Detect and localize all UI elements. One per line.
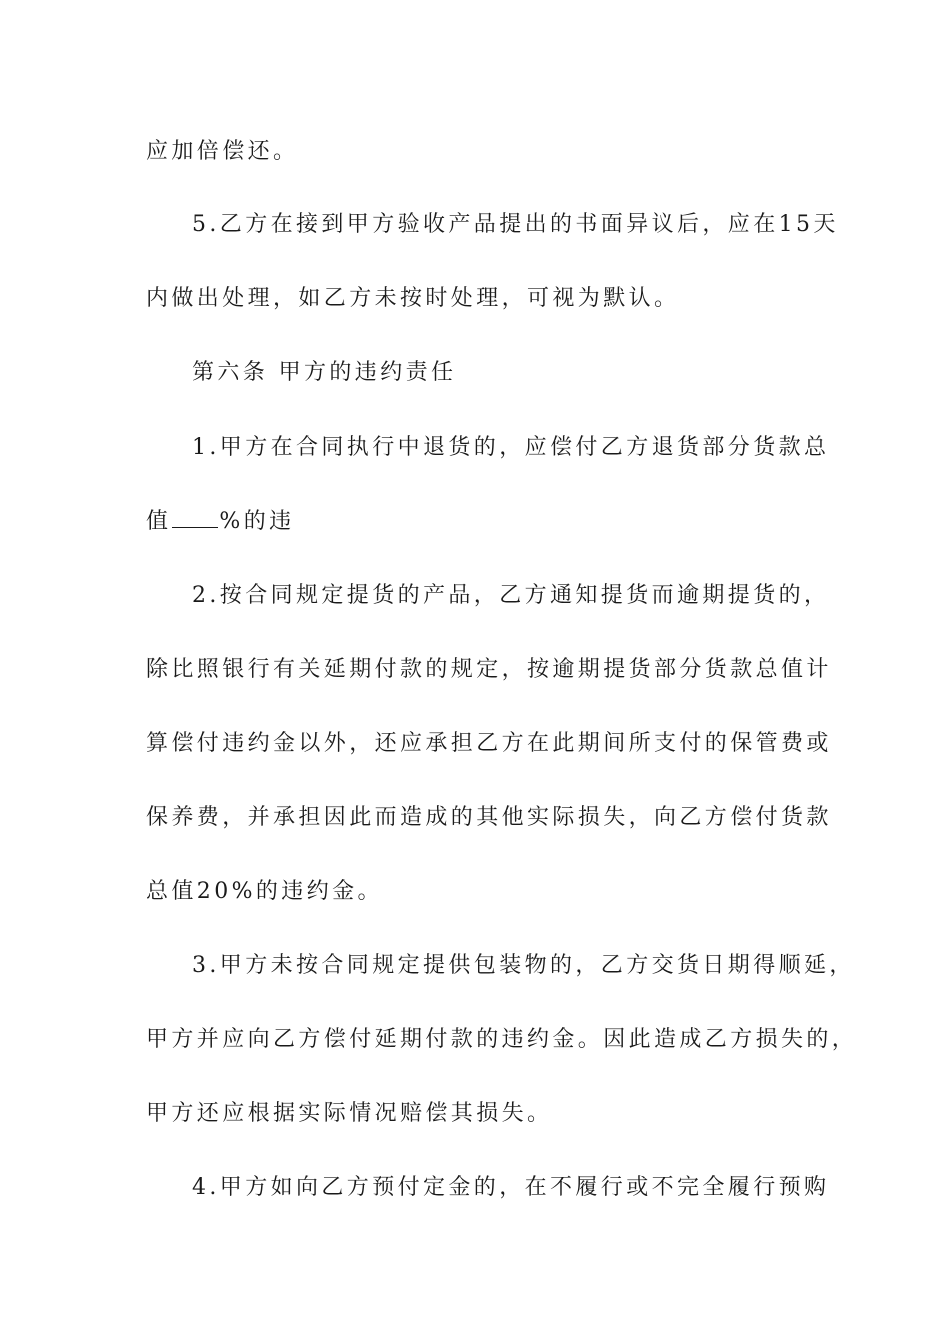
text-line: 保养费，并承担因此而造成的其他实际损失，向乙方偿付货款 [146,805,832,830]
section-heading: 第六条 甲方的违约责任 [192,360,457,385]
text-line: 总值20%的违约金。 [146,879,383,904]
text-line: 内做出处理，如乙方未按时处理，可视为默认。 [146,286,680,311]
text-line: 3.甲方未按合同规定提供包装物的，乙方交货日期得顺延， [192,953,855,978]
text-line: 甲方并应向乙方偿付延期付款的违约金。因此造成乙方损失的， [146,1027,858,1052]
text-line [146,507,826,537]
text-line: 除比照银行有关延期付款的规定，按逾期提货部分货款总值计 [146,657,832,682]
text-line: 2.按合同规定提货的产品，乙方通知提货而逾期提货的， [192,583,830,608]
text-line: 4.甲方如向乙方预付定金的，在不履行或不完全履行预购 [192,1175,830,1200]
text-line: 应加倍偿还。 [146,139,299,164]
text-fragment: %的违 [219,509,295,534]
text-fragment: 值 [146,509,172,534]
fill-in-blank [172,509,218,528]
text-line: 1.甲方在合同执行中退货的，应偿付乙方退货部分货款总 [192,435,830,460]
text-line: 5.乙方在接到甲方验收产品提出的书面异议后，应在15天 [192,212,839,237]
text-line: 甲方还应根据实际情况赔偿其损失。 [146,1101,553,1126]
text-line: 算偿付违约金以外，还应承担乙方在此期间所支付的保管费或 [146,731,832,756]
